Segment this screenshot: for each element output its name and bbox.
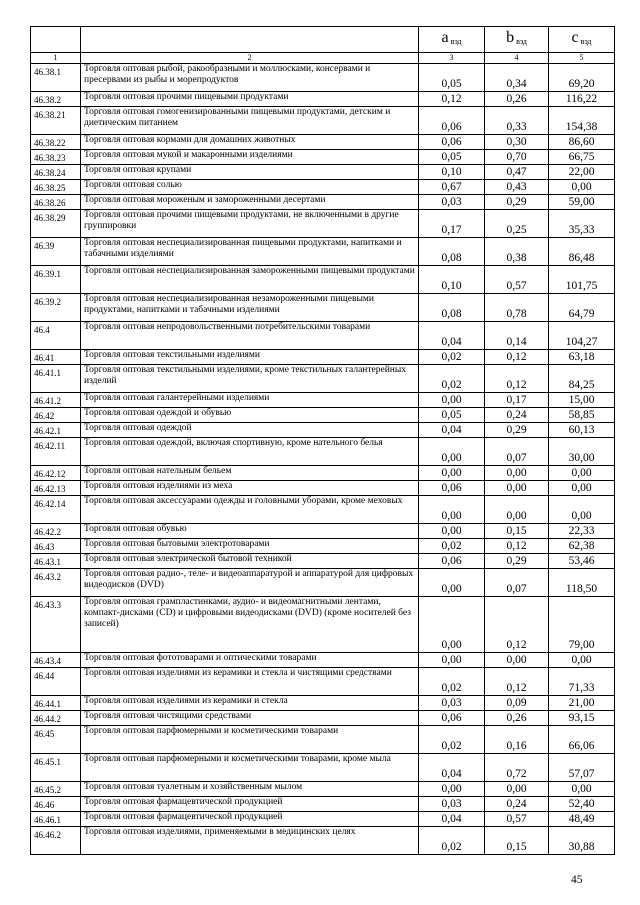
table-row	[31, 797, 615, 812]
activity-name-cell: Торговля оптовая солью	[81, 180, 419, 195]
coef-c-cell: 63,18	[549, 350, 615, 365]
table-row	[31, 423, 615, 438]
okved-code-cell: 46.38.25	[31, 180, 81, 195]
table-row	[31, 294, 615, 322]
activity-name-cell: Торговля оптовая чистящими средствами	[81, 711, 419, 726]
table-row	[31, 554, 615, 569]
activity-name-cell: Торговля оптовая фармацевтической продукцией	[81, 812, 419, 827]
coef-b-cell: 0,00	[485, 466, 549, 481]
table-row	[31, 466, 615, 481]
coef-a-cell: 0,00	[419, 524, 485, 539]
coef-c-cell: 79,00	[549, 597, 615, 653]
coef-c-cell: 0,00	[549, 782, 615, 797]
activity-name-cell: Торговля оптовая прочими пищевыми продуктами, не включенными в другие группировки	[81, 210, 419, 238]
activity-name-cell: Торговля оптовая текстильными изделиями	[81, 350, 419, 365]
coef-c-cell: 22,00	[549, 165, 615, 180]
activity-name-cell: Торговля оптовая туалетным и хозяйственным мылом	[81, 782, 419, 797]
coef-c-cell: 48,49	[549, 812, 615, 827]
table-row	[31, 668, 615, 696]
coef-a-cell: 0,06	[419, 107, 485, 135]
coef-a-cell: 0,03	[419, 195, 485, 210]
coef-a-cell: 0,04	[419, 322, 485, 350]
okved-code-cell: 46.44	[31, 668, 81, 696]
activity-name-cell: Торговля оптовая галантерейными изделиями	[81, 393, 419, 408]
activity-name-cell: Торговля оптовая изделиями из меха	[81, 481, 419, 496]
okved-code-cell: 46.44.2	[31, 711, 81, 726]
table-row	[31, 238, 615, 266]
activity-name-cell: Торговля оптовая мукой и макаронными изделиями	[81, 150, 419, 165]
coef-c-cell: 0,00	[549, 481, 615, 496]
coef-c-cell: 0,00	[549, 466, 615, 481]
coef-c-cell: 66,06	[549, 726, 615, 754]
coef-c-cell: 101,75	[549, 266, 615, 294]
coef-c-cell: 93,15	[549, 711, 615, 726]
activity-name-cell: Торговля оптовая изделиями из керамики и стекла и чистящими средствами	[81, 668, 419, 696]
activity-name-cell: Торговля оптовая неспециализированная пищевыми продуктами, напитками и табачными изделиями	[81, 238, 419, 266]
table-row	[31, 365, 615, 393]
coef-c-cell: 52,40	[549, 797, 615, 812]
okved-code-cell: 46.46.2	[31, 827, 81, 855]
okved-code-cell: 46.38.24	[31, 165, 81, 180]
okved-code-cell: 46.38.29	[31, 210, 81, 238]
coef-a-cell: 0,02	[419, 350, 485, 365]
coef-b-cell: 0,12	[485, 365, 549, 393]
coef-b-cell: 0,72	[485, 754, 549, 782]
coef-a-cell: 0,05	[419, 64, 485, 92]
column-number-row	[31, 53, 615, 64]
coef-b-cell: 0,70	[485, 150, 549, 165]
coef-b-cell: 0,57	[485, 812, 549, 827]
coef-a-cell: 0,00	[419, 782, 485, 797]
table-row	[31, 726, 615, 754]
okved-code-cell: 46.41.1	[31, 365, 81, 393]
okved-code-cell: 46.41.2	[31, 393, 81, 408]
table-row	[31, 539, 615, 554]
activity-name-cell: Торговля оптовая грампластинками, аудио- и видеомагнитными лентами, компакт-дисками (CD) и цифровыми видеодисками (DVD) (кроме носителей без записей)	[81, 597, 419, 653]
coef-a-cell: 0,03	[419, 797, 485, 812]
activity-name-cell: Торговля оптовая радио-, теле- и видеоаппаратурой и аппаратурой для цифровых видеодисков (DVD)	[81, 569, 419, 597]
coef-a-cell: 0,06	[419, 481, 485, 496]
coef-a-cell: 0,05	[419, 408, 485, 423]
coef-b-cell: 0,30	[485, 135, 549, 150]
okved-code-cell: 46.42.2	[31, 524, 81, 539]
okved-code-cell: 46.42.12	[31, 466, 81, 481]
activity-name-cell: Торговля оптовая обувью	[81, 524, 419, 539]
coef-b-cell: 0,33	[485, 107, 549, 135]
coef-b-cell: 0,17	[485, 393, 549, 408]
table-row	[31, 812, 615, 827]
table-row	[31, 569, 615, 597]
table-row	[31, 496, 615, 524]
coef-b-cell: 0,29	[485, 423, 549, 438]
okved-code-cell: 46.39.1	[31, 266, 81, 294]
coef-b-cell: 0,57	[485, 266, 549, 294]
coef-a-cell: 0,06	[419, 135, 485, 150]
header-name-cell	[81, 27, 419, 53]
coef-b-cell: 0,15	[485, 827, 549, 855]
table-row	[31, 165, 615, 180]
coef-a-cell: 0,04	[419, 423, 485, 438]
coef-c-cell: 59,00	[549, 195, 615, 210]
coef-b-cell: 0,24	[485, 797, 549, 812]
coef-b-cell: 0,09	[485, 696, 549, 711]
coef-a-cell: 0,04	[419, 812, 485, 827]
coef-b-cell: 0,12	[485, 597, 549, 653]
okved-code-cell: 46.39.2	[31, 294, 81, 322]
okved-code-cell: 46.42	[31, 408, 81, 423]
table-header-row	[31, 27, 615, 53]
activity-name-cell: Торговля оптовая гомогенизированными пищевыми продуктами, детским и диетическим питанием	[81, 107, 419, 135]
coefficients-table	[30, 26, 615, 855]
okved-code-cell: 46.46	[31, 797, 81, 812]
coef-b-cell: 0,07	[485, 438, 549, 466]
activity-name-cell: Торговля оптовая непродовольственными потребительскими товарами	[81, 322, 419, 350]
coef-b-cell: 0,78	[485, 294, 549, 322]
coef-b-cell: 0,15	[485, 524, 549, 539]
okved-code-cell: 46.38.22	[31, 135, 81, 150]
activity-name-cell: Торговля оптовая нательным бельем	[81, 466, 419, 481]
coef-b-cell: 0,25	[485, 210, 549, 238]
coef-c-cell: 30,00	[549, 438, 615, 466]
okved-code-cell: 46.38.2	[31, 92, 81, 107]
activity-name-cell: Торговля оптовая парфюмерными и косметическими товарами, кроме мыла	[81, 754, 419, 782]
coef-b-cell: 0,47	[485, 165, 549, 180]
coef-a-cell: 0,00	[419, 393, 485, 408]
coef-b-cell: 0,34	[485, 64, 549, 92]
table-row	[31, 653, 615, 668]
coef-c-cell: 116,22	[549, 92, 615, 107]
okved-code-cell: 46.41	[31, 350, 81, 365]
table-row	[31, 92, 615, 107]
coef-b-cell: 0,07	[485, 569, 549, 597]
coef-c-cell: 21,00	[549, 696, 615, 711]
okved-code-cell: 46.42.11	[31, 438, 81, 466]
coef-a-cell: 0,17	[419, 210, 485, 238]
okved-code-cell: 46.39	[31, 238, 81, 266]
table-row	[31, 64, 615, 92]
coef-b-cell: 0,12	[485, 350, 549, 365]
column-number: 3	[419, 53, 485, 64]
coef-a-cell: 0,10	[419, 165, 485, 180]
coef-c-cell: 60,13	[549, 423, 615, 438]
coef-a-cell: 0,03	[419, 696, 485, 711]
coef-b-cell: 0,38	[485, 238, 549, 266]
column-number: 2	[81, 53, 419, 64]
coef-a-cell: 0,02	[419, 668, 485, 696]
coef-c-cell: 0,00	[549, 496, 615, 524]
table-row	[31, 180, 615, 195]
coef-c-cell: 30,88	[549, 827, 615, 855]
activity-name-cell: Торговля оптовая фармацевтической продукцией	[81, 797, 419, 812]
coef-c-cell: 0,00	[549, 180, 615, 195]
table-row	[31, 350, 615, 365]
coef-a-cell: 0,00	[419, 597, 485, 653]
coef-c-cell: 66,75	[549, 150, 615, 165]
activity-name-cell: Торговля оптовая неспециализированная незамороженными пищевыми продуктами, напитками и табачными изделиями	[81, 294, 419, 322]
activity-name-cell: Торговля оптовая мороженым и замороженными десертами	[81, 195, 419, 210]
okved-code-cell: 46.38.21	[31, 107, 81, 135]
activity-name-cell: Торговля оптовая прочими пищевыми продуктами	[81, 92, 419, 107]
coef-a-cell: 0,12	[419, 92, 485, 107]
activity-name-cell: Торговля оптовая крупами	[81, 165, 419, 180]
activity-name-cell: Торговля оптовая одеждой, включая спортивную, кроме нательного белья	[81, 438, 419, 466]
coef-b-cell: 0,29	[485, 195, 549, 210]
okved-code-cell: 46.46.1	[31, 812, 81, 827]
coef-c-cell: 86,60	[549, 135, 615, 150]
okved-code-cell: 46.45.2	[31, 782, 81, 797]
coef-a-cell: 0,67	[419, 180, 485, 195]
coef-c-cell: 69,20	[549, 64, 615, 92]
table-row	[31, 107, 615, 135]
activity-name-cell: Торговля оптовая электрической бытовой техникой	[81, 554, 419, 569]
activity-name-cell: Торговля оптовая аксессуарами одежды и головными уборами, кроме меховых	[81, 496, 419, 524]
coef-c-cell: 154,38	[549, 107, 615, 135]
coef-a-cell: 0,00	[419, 438, 485, 466]
column-number: 1	[31, 53, 81, 64]
coef-b-cell: 0,26	[485, 92, 549, 107]
okved-code-cell: 46.45.1	[31, 754, 81, 782]
coef-c-cell: 84,25	[549, 365, 615, 393]
table-row	[31, 524, 615, 539]
coef-b-cell: 0,00	[485, 782, 549, 797]
okved-code-cell: 46.43.3	[31, 597, 81, 653]
table-row	[31, 210, 615, 238]
activity-name-cell: Торговля оптовая кормами для домашних животных	[81, 135, 419, 150]
okved-code-cell: 46.38.26	[31, 195, 81, 210]
column-number: 4	[485, 53, 549, 64]
okved-code-cell: 46.38.23	[31, 150, 81, 165]
coef-c-cell: 53,46	[549, 554, 615, 569]
coef-c-cell: 104,27	[549, 322, 615, 350]
coef-a-cell: 0,10	[419, 266, 485, 294]
coef-b-cell: 0,24	[485, 408, 549, 423]
coef-a-cell: 0,02	[419, 726, 485, 754]
coef-b-cell: 0,14	[485, 322, 549, 350]
table-row	[31, 782, 615, 797]
coef-c-cell: 118,50	[549, 569, 615, 597]
table-row	[31, 408, 615, 423]
okved-code-cell: 46.43	[31, 539, 81, 554]
header-c: c $_{вэд}$	[549, 27, 615, 53]
coef-c-cell: 58,85	[549, 408, 615, 423]
okved-code-cell: 46.43.4	[31, 653, 81, 668]
okved-code-cell: 46.44.1	[31, 696, 81, 711]
table-row	[31, 150, 615, 165]
coef-c-cell: 62,38	[549, 539, 615, 554]
column-number: 5	[549, 53, 615, 64]
table-row	[31, 266, 615, 294]
coef-a-cell: 0,02	[419, 827, 485, 855]
table-row	[31, 696, 615, 711]
table-row	[31, 481, 615, 496]
activity-name-cell: Торговля оптовая рыбой, ракообразными и моллюсками, консервами и пресервами из рыбы и морепродуктов	[81, 64, 419, 92]
coef-b-cell: 0,00	[485, 496, 549, 524]
activity-name-cell: Торговля оптовая одеждой	[81, 423, 419, 438]
okved-code-cell: 46.42.1	[31, 423, 81, 438]
coef-c-cell: 71,33	[549, 668, 615, 696]
activity-name-cell: Торговля оптовая фототоварами и оптическими товарами	[81, 653, 419, 668]
okved-code-cell: 46.42.14	[31, 496, 81, 524]
activity-name-cell: Торговля оптовая изделиями из керамики и стекла	[81, 696, 419, 711]
table-row	[31, 597, 615, 653]
table-row	[31, 195, 615, 210]
okved-code-cell: 46.4	[31, 322, 81, 350]
header-a: а $_{вэд}$	[419, 27, 485, 53]
activity-name-cell: Торговля оптовая текстильными изделиями, кроме текстильных галантерейных изделий	[81, 365, 419, 393]
coef-a-cell: 0,00	[419, 466, 485, 481]
coef-a-cell: 0,00	[419, 569, 485, 597]
coef-a-cell: 0,02	[419, 539, 485, 554]
coef-a-cell: 0,04	[419, 754, 485, 782]
activity-name-cell: Торговля оптовая изделиями, применяемыми в медицинских целях	[81, 827, 419, 855]
coef-c-cell: 86,48	[549, 238, 615, 266]
coef-b-cell: 0,00	[485, 481, 549, 496]
okved-code-cell: 46.42.13	[31, 481, 81, 496]
coef-b-cell: 0,12	[485, 668, 549, 696]
header-b: b $_{вэд}$	[485, 27, 549, 53]
page-number: 45	[571, 874, 583, 886]
table-row	[31, 754, 615, 782]
activity-name-cell: Торговля оптовая неспециализированная замороженными пищевыми продуктами	[81, 266, 419, 294]
coef-c-cell: 22,33	[549, 524, 615, 539]
coef-b-cell: 0,12	[485, 539, 549, 554]
coef-a-cell: 0,08	[419, 238, 485, 266]
okved-code-cell: 46.45	[31, 726, 81, 754]
okved-code-cell: 46.38.1	[31, 64, 81, 92]
coef-a-cell: 0,06	[419, 554, 485, 569]
table-row	[31, 711, 615, 726]
coef-b-cell: 0,26	[485, 711, 549, 726]
coef-c-cell: 15,00	[549, 393, 615, 408]
coef-a-cell: 0,06	[419, 711, 485, 726]
coef-b-cell: 0,29	[485, 554, 549, 569]
coef-a-cell: 0,00	[419, 653, 485, 668]
coef-b-cell: 0,00	[485, 653, 549, 668]
coef-c-cell: 64,79	[549, 294, 615, 322]
coef-c-cell: 0,00	[549, 653, 615, 668]
activity-name-cell: Торговля оптовая парфюмерными и косметическими товарами	[81, 726, 419, 754]
okved-code-cell: 46.43.2	[31, 569, 81, 597]
coef-a-cell: 0,05	[419, 150, 485, 165]
coef-c-cell: 35,33	[549, 210, 615, 238]
activity-name-cell: Торговля оптовая одеждой и обувью	[81, 408, 419, 423]
coef-a-cell: 0,00	[419, 496, 485, 524]
coef-c-cell: 57,07	[549, 754, 615, 782]
activity-name-cell: Торговля оптовая бытовыми электротоварами	[81, 539, 419, 554]
table-row	[31, 322, 615, 350]
coef-b-cell: 0,43	[485, 180, 549, 195]
okved-code-cell: 46.43.1	[31, 554, 81, 569]
table-row	[31, 135, 615, 150]
table-row	[31, 393, 615, 408]
coef-a-cell: 0,02	[419, 365, 485, 393]
table-row	[31, 438, 615, 466]
header-code-cell	[31, 27, 81, 53]
table-row	[31, 827, 615, 855]
coef-b-cell: 0,16	[485, 726, 549, 754]
coef-a-cell: 0,08	[419, 294, 485, 322]
